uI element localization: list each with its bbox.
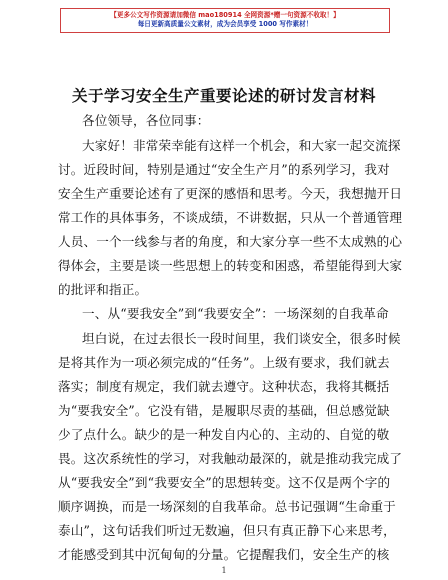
body-line: 少了点什么。缺少的是一种发自内心的、主动的、自觉的敬 [58, 427, 390, 442]
body-line: 大家好！非常荣幸能有这样一个机会，和大家一起交流探 [82, 138, 401, 153]
body-line: 常工作的具体事务，不谈成绩，不讲数据，只从一个普通管理 [58, 210, 403, 225]
body-line: 泰山”，这句话我们听过无数遍，但只有真正静下心来思考， [58, 523, 396, 538]
promo-banner-line-2: 每日更新高质量公文素材，成为会员享受 1000 写作素材！ [137, 20, 313, 28]
promo-banner-line-1: 【更多公文写作资源请加微信 mao180914 全网资源*赠一句资源不收取！】 [110, 11, 340, 19]
body-line: 人员、一个一线参与者的角度，和大家分享一些不太成熟的心 [58, 234, 403, 249]
body-line: 得体会，主要是谈一些思想上的转变和困惑，希望能得到大家 [58, 258, 403, 273]
body-line: 落实；制度有规定，我们就去遵守。这种状态，我将其概括 [58, 379, 390, 394]
body-line: 安全生产重要论述有了更深的感悟和思考。今天，我想抛开日 [58, 186, 403, 201]
body-line: 才能感受到其中沉甸甸的分量。它提醒我们，安全生产的核 [58, 547, 390, 562]
body-line: 畏。这次系统性的学习，对我触动最深的，就是推动我完成了 [58, 451, 403, 466]
salutation: 各位领导，各位同事： [82, 113, 210, 128]
body-line: 是将其作为一项必须完成的“任务”。上级有要求，我们就去 [58, 355, 390, 370]
promo-banner [60, 8, 390, 33]
body-line: 的批评和指正。 [58, 282, 148, 297]
body-line: 坦白说，在过去很长一段时间里，我们谈安全，很多时候 [82, 331, 401, 346]
body-line: 从“要我安全”到“我要安全”的思想转变。这不仅是两个字的 [58, 475, 391, 490]
section-heading: 一、从“要我安全”到“我要安全”：一场深刻的自我革命 [82, 306, 389, 321]
body-line: 顺序调换，而是一场深刻的自我革命。总书记强调“生命重于 [58, 499, 396, 514]
body-line: 讨。近段时间，特别是通过“安全生产月”的系列学习，我对 [58, 162, 390, 177]
document-title: 关于学习安全生产重要论述的研讨发言材料 [71, 87, 376, 105]
body-line: 为“要我安全”。它没有错，是履职尽责的基础，但总感觉缺 [58, 403, 390, 418]
page-number: 1 [221, 566, 227, 575]
